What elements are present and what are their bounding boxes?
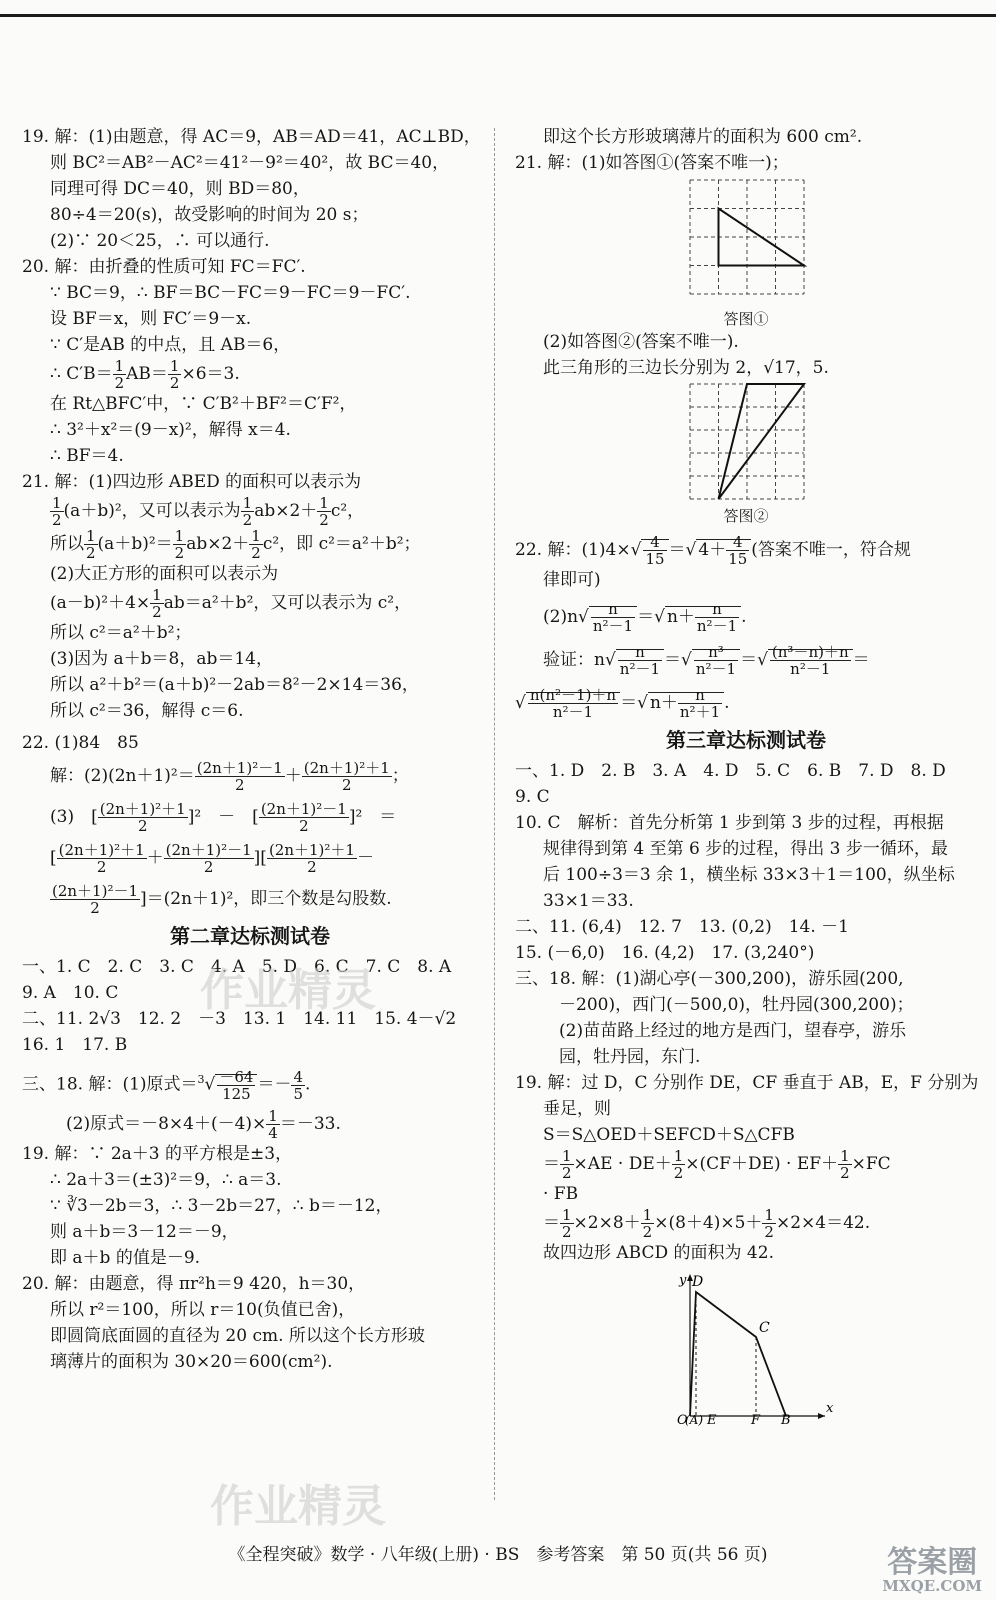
ch2-q18-line: 三、18. 解：(1)原式＝$^3$√ $\frac{-64}{125}$ ＝－ $\frac{4}{5}$ . — [22, 1067, 311, 1103]
grid-lines — [690, 384, 804, 499]
q20-line: 在 Rt△BFC′中，∵ C′B²＋BF²＝C′F²， — [50, 394, 357, 414]
site-watermark: 答案圈 MXQE.COM — [882, 1545, 982, 1595]
q21-line: 所以 c²＝a²＋b²； — [50, 623, 192, 643]
grid-lines — [690, 180, 804, 294]
q22-line: 22. 解：(1)4×√ $\frac{4}{15}$ ＝√ 4＋ $\frac{4}{15}$ (答案不唯一，符合规 — [515, 533, 911, 568]
ch3-q18-line: 三、18. 解：(1)湖心亭(－300,200)，游乐园(200, — [515, 969, 904, 989]
q22-fraction-line: $\frac{\text{(2n＋1)²－1}}{2}$ ]＝(2n＋1)²，即三个数是勾股数. — [52, 882, 392, 917]
page-footer: 《全程突破》数学 · 八年级(上册) · BS 参考答案 第 50 页(共 56 页) — [228, 1545, 768, 1565]
ch2-q18-line: (2)原式＝－8×4＋(－4)× $\frac{1}{4}$ ＝－33. — [66, 1106, 341, 1142]
q21-line: (2)如答图②(答案不唯一). — [543, 332, 739, 352]
ch3-q10-line: 33×1＝33. — [543, 891, 634, 911]
point-O: O — [677, 1413, 688, 1426]
ch3-q10-line: 10. C 解析：首先分析第 1 步到第 3 步的过程，再根据 — [515, 813, 944, 833]
triangle — [719, 384, 805, 499]
ch3-q18-line: (2)苗苗路上经过的地方是西门，望春亭，游乐 — [559, 1021, 907, 1041]
q20-line: ∴ BF＝4. — [50, 446, 124, 466]
watermark: 作业精灵 — [200, 965, 376, 1016]
ch2-q19-line: ∵ ∛3－2b＝3，∴ 3－2b＝27，∴ b＝－12， — [50, 1195, 393, 1216]
ch3-q19-line: 垂足，则 — [543, 1099, 611, 1119]
left-column — [22, 124, 481, 1375]
q21-line: (2)大正方形的面积可以表示为 — [50, 564, 279, 584]
ch2-answers: 一、1. C 2. C 3. C 4. A 5. D 6. C 7. C 8. A — [22, 957, 452, 977]
q22-line: 22. (1)84 85 — [22, 733, 139, 753]
ch3-answers: 一、1. D 2. B 3. A 4. D 5. C 6. B 7. D 8. D — [515, 761, 946, 781]
ch2-q20-line: 即圆筒底面圆的直径为 20 cm. 所以这个长方形玻 — [50, 1325, 425, 1346]
fraction: $\frac{1}{2}$ — [169, 357, 180, 392]
ch3-q19-line: S＝S△OED＋SEFCD＋S△CFB — [543, 1125, 795, 1145]
ch2-q20-line: 所以 r²＝100，所以 r＝10(负值已舍)， — [50, 1299, 356, 1320]
q21-fraction-line: 所以 $\frac{1}{2}$ (a＋b)²＝ $\frac{1}{2}$ ab×2＋ $\frac{1}{2}$ c²，即 c²＝a²＋b²； — [50, 527, 421, 562]
q22-fraction-line: [ $\frac{\text{(2n＋1)²＋1}}{2}$ ＋ $\frac{\text{(2n＋1)²－1}}{2}$ ][ $\frac{\text{(2n＋1)²＋1}}{2}$ － — [50, 841, 374, 876]
q20-continued: 即这个长方形玻璃薄片的面积为 600 cm². — [543, 127, 863, 147]
ch3-q19-line: ＝ $\frac{1}{2}$ ×2×8＋ $\frac{1}{2}$ ×(8＋4)×5＋ $\frac{1}{2}$ ×2×4＝42. — [543, 1206, 871, 1241]
ch3-answers: 9. C — [515, 787, 550, 807]
q21-line: 所以 c²＝36，解得 c＝6. — [50, 701, 244, 721]
point-C: C — [759, 1320, 770, 1336]
figure-1-caption: 答图① — [723, 310, 769, 328]
ch3-q19-line: · FB — [543, 1184, 579, 1204]
coordinate-graph — [515, 1266, 977, 1426]
ch2-q19-line: 19. 解：∵ 2a＋3 的平方根是±3， — [22, 1143, 293, 1164]
top-rule — [0, 14, 996, 17]
point-F: F — [751, 1413, 761, 1426]
q22-fraction-line: (3) [ $\frac{\text{(2n＋1)²＋1}}{2}$ ]² － [ $\frac{\text{(2n＋1)²－1}}{2}$ ]² ＝ — [50, 800, 397, 835]
ch3-q19-line: 19. 解：过 D，C 分别作 DE，CF 垂直于 AB，E，F 分别为 — [515, 1073, 979, 1093]
q21-fraction-line: (a－b)²＋4× $\frac{1}{2}$ ab＝a²＋b²，又可以表示为 c²， — [50, 586, 412, 621]
q19-line: 则 BC²＝AB²－AC²＝41²－9²＝40²，故 BC＝40， — [50, 153, 450, 173]
ch2-q20-line: 璃薄片的面积为 30×20＝600(cm²). — [50, 1351, 333, 1372]
q20-fraction-line: ∴ C′B＝ $\frac{1}{2}$ AB＝ $\frac{1}{2}$ ×6＝3. — [50, 357, 240, 392]
quadrilateral — [690, 1292, 786, 1416]
q20-line: ∵ C′是AB 的中点，且 AB＝6， — [50, 335, 291, 355]
q22-line: (2)n√ $\frac{n}{\text{n²－1}}$ ＝√ n＋ $\frac{n}{\text{n²－1}}$ . — [543, 600, 747, 635]
answer-figure-1 — [515, 176, 977, 308]
point-A: (A) — [685, 1413, 704, 1426]
ch3-q10-line: 规律得到第 4 至第 6 步的过程，得出 3 步一循环，最 — [543, 839, 948, 859]
q21-line: 此三角形的三边长分别为 2，√17，5. — [543, 358, 829, 378]
q22-fraction-line: 解：(2)(2n＋1)²＝ $\frac{\text{(2n＋1)²－1}}{2}$ ＋ $\frac{\text{(2n＋1)²＋1}}{2}$ ； — [50, 759, 409, 794]
ch3-q10-line: 后 100÷3＝3 余 1，横坐标 33×3＋1＝100，纵坐标 — [543, 865, 955, 885]
q22-line: 验证：n√ $\frac{n}{\text{n²－1}}$ ＝√ $\frac{\text{n³}}{\text{n²－1}}$ ＝√ $\frac{\text{(n³－n)＋n}}{\text{n²－1}}$ ＝ — [543, 643, 870, 678]
q19-line: 19. 解：(1)由题意，得 AC＝9，AB＝AD＝41，AC⊥BD， — [22, 127, 481, 147]
ch3-answers: 15. (－6,0) 16. (4,2) 17. (3,240°) — [515, 943, 815, 963]
q19-line: (2)∵ 20＜25，∴ 可以通行. — [50, 231, 270, 251]
point-E: E — [707, 1413, 717, 1426]
q20-line: 设 BF＝x，则 FC′＝9－x. — [50, 309, 252, 329]
ch2-answers: 16. 1 17. B — [22, 1035, 128, 1055]
watermark: 作业精灵 — [210, 1481, 386, 1532]
q21-line: 21. 解：(1)四边形 ABED 的面积可以表示为 — [22, 472, 362, 492]
ch2-q19-line: 则 a＋b＝3－12＝－9， — [50, 1221, 239, 1242]
fraction: $\frac{1}{2}$ — [114, 357, 125, 392]
ch2-q19-line: 即 a＋b 的值是－9. — [50, 1247, 201, 1268]
q19-line: 80÷4＝20(s)，故受影响的时间为 20 s； — [50, 205, 369, 225]
q22-line: 律即可) — [543, 570, 601, 590]
column-divider — [494, 128, 495, 1500]
ch3-q18-line: 园，牡丹园，东门. — [559, 1047, 701, 1067]
ch2-answers: 9. A 10. C — [22, 983, 119, 1003]
q21-line: 21. 解：(1)如答图①(答案不唯一)； — [515, 153, 789, 173]
q20-line: ∵ BC＝9，∴ BF＝BC－FC＝9－FC＝9－FC′. — [50, 283, 411, 303]
ch3-q19-line: ＝ $\frac{1}{2}$ ×AE · DE＋ $\frac{1}{2}$ ×(CF＋DE) · EF＋ $\frac{1}{2}$ ×FC — [543, 1147, 891, 1182]
figure-2-caption: 答图② — [723, 507, 769, 525]
chapter-2-title: 第二章达标测试卷 — [170, 924, 330, 948]
chapter-3-title: 第三章达标测试卷 — [666, 728, 826, 752]
y-label: y — [679, 1273, 687, 1288]
answer-figure-2 — [515, 381, 977, 505]
q21-line: (3)因为 a＋b＝8，ab＝14， — [50, 649, 273, 669]
x-label: x — [826, 1401, 834, 1416]
q20-line: 20. 解：由折叠的性质可知 FC＝FC′. — [22, 257, 306, 277]
q21-line: 所以 a²＋b²＝(a＋b)²－2ab＝8²－2×14＝36， — [50, 675, 419, 695]
x-axis-arrow — [818, 1413, 825, 1419]
ch2-answers: 二、11. 2√3 12. 2 －3 13. 1 14. 11 15. 4－√2 — [22, 1009, 457, 1029]
q19-line: 同理可得 DC＝40，则 BD＝80， — [50, 179, 310, 199]
ch3-q19-line: 故四边形 ABCD 的面积为 42. — [543, 1243, 774, 1263]
right-column — [515, 124, 977, 1426]
point-D: D — [692, 1274, 704, 1290]
q22-line: √ $\frac{\text{n(n²－1)＋n}}{\text{n²－1}}$ ＝√ n＋ $\frac{n}{\text{n²＋1}}$ . — [515, 686, 730, 721]
ch3-q18-line: －200)，西门(－500,0)，牡丹园(300,200)； — [559, 995, 914, 1015]
q21-fraction-line: $\frac{1}{2}$ (a＋b)²，又可以表示为 $\frac{1}{2}$ ab×2＋ $\frac{1}{2}$ c²， — [52, 494, 365, 529]
ch2-q20-line: 20. 解：由题意，得 πr²h＝9 420，h＝30， — [22, 1273, 366, 1294]
ch2-q19-line: ∴ 2a＋3＝(±3)²＝9，∴ a＝3. — [50, 1169, 282, 1190]
ch3-answers: 二、11. (6,4) 12. 7 13. (0,2) 14. －1 — [515, 917, 849, 937]
point-B: B — [781, 1413, 791, 1426]
q20-line: ∴ 3²＋x²＝(9－x)²，解得 x＝4. — [50, 420, 291, 440]
